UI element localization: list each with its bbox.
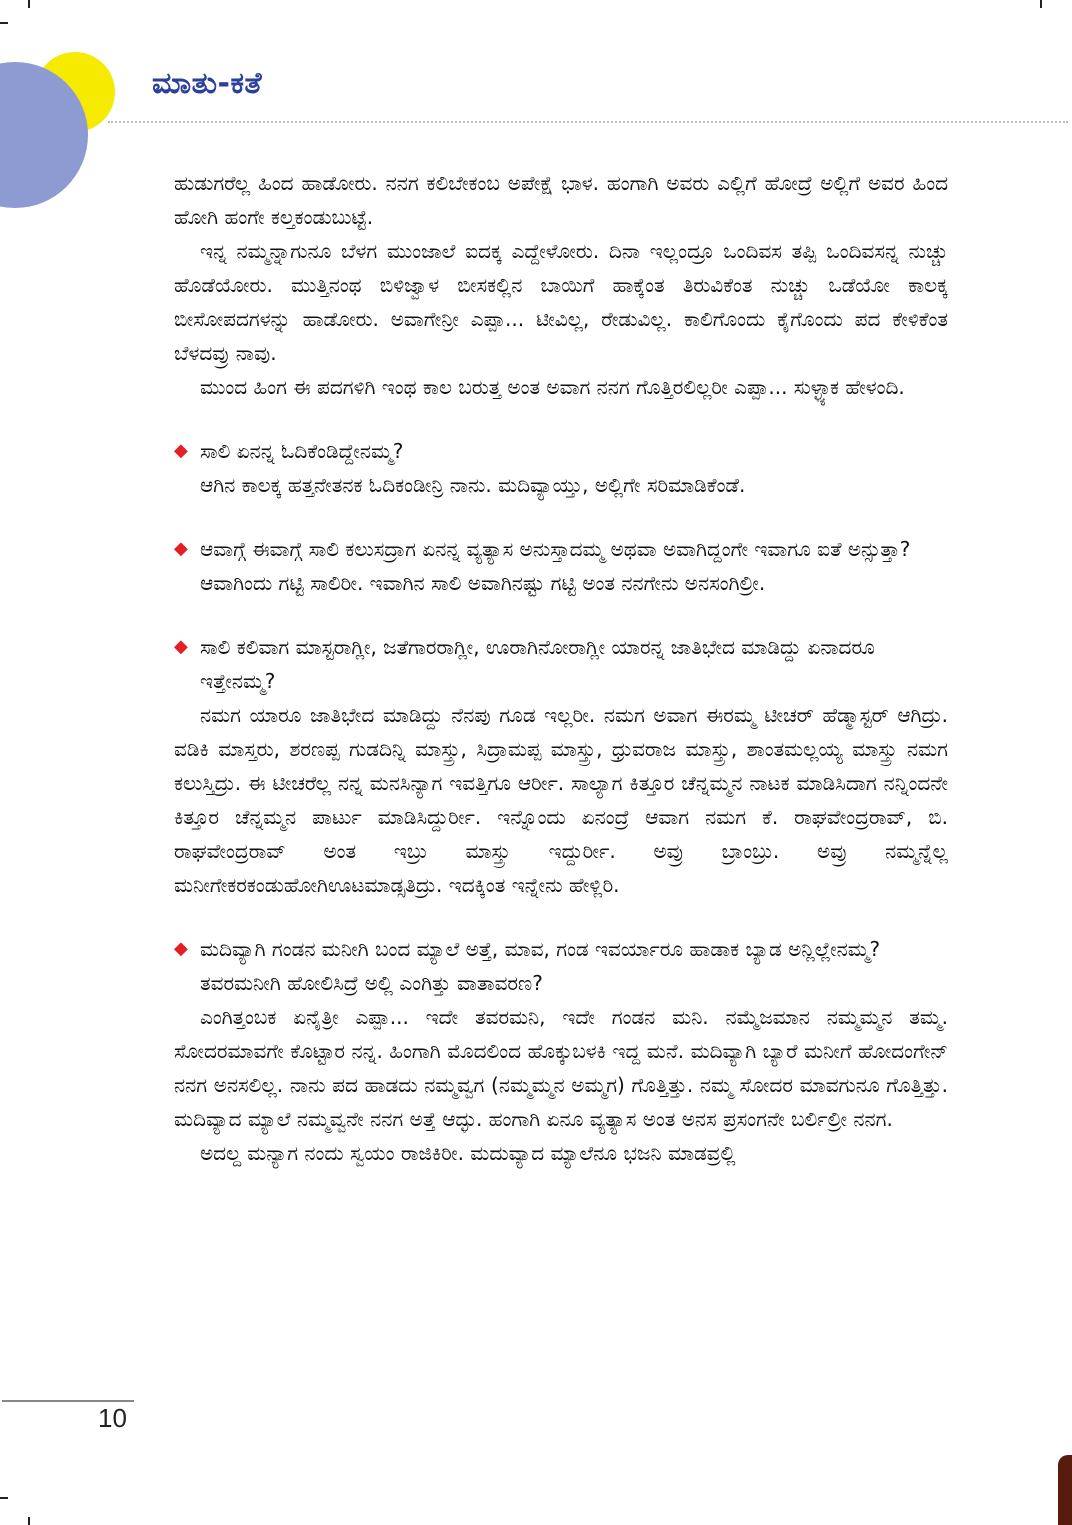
question <box>174 434 948 468</box>
qa-item <box>174 630 948 902</box>
crop-mark-left-bottom <box>0 1497 8 1499</box>
crop-mark-bottom-left <box>28 1517 30 1525</box>
intro-paragraph: ಇನ್ನ ನಮ್ಮನ್ನಾಗುನೂ ಬೆಳಗ ಮುಂಜಾಲೆ ಐದಕ್ಕ ಎದ್ದೇಳೋರು. ದಿನಾ ಇಲ್ಲಂದ್ರೂ ಒಂದಿವಸ ತಪ್ಪಿ ಒಂದಿವಸನ್ನ ನುಚ್ಚು ಹೊಡೆಯೋರು. ಮುತ್ತಿನಂಥ ಬಿಳಿಜ್ವಾಳ ಬೀಸಕಲ್ಲಿನ ಬಾಯಿಗೆ ಹಾಕ್ಕೆಂತ ತಿರುವಿಕೆಂತ ನುಚ್ಚು ಒಡೆಯೋ ಕಾಲಕ್ಕ ಬೀಸೋಪದಗಳನ್ನು ಹಾಡೋರು. ಅವಾಗೇನ್ರೀ ಎಪ್ಪಾ... ಟೀವಿಲ್ಲ, ರೇಡುವಿಲ್ಲ. ಕಾಲಿಗೊಂದು ಕೈಗೊಂದು ಪದ ಕೇಳಿಕೆಂತ ಬೆಳದವ್ರು ನಾವು. <box>174 239 948 365</box>
qa-item <box>174 932 948 1170</box>
answer-paragraph: ಎಂಗಿತ್ತಂಬಕ ಏನೈತ್ರೀ ಎಪ್ಪಾ... ಇದೇ ತವರಮನಿ, ಇದೇ ಗಂಡನ ಮನಿ. ನಮ್ಮೆಜಮಾನ ನಮ್ಮಮ್ಮನ ತಮ್ಮ. ಸೋದರಮಾವಗೇ ಕೊಟ್ಟಾರ ನನ್ನ. ಹಿಂಗಾಗಿ ಮೊದಲಿಂದ ಹೊಕ್ಕುಬಳಕಿ ಇದ್ದ ಮನೆ. ಮದಿವ್ಯಾಗಿ ಬ್ಯಾರೆ ಮನೀಗೆ ಹೋದಂಗೇನ್ ನನಗ ಅನಸಲಿಲ್ಲ. ನಾನು ಪದ ಹಾಡದು ನಮ್ಮವ್ವಗ (ನಮ್ಮಮ್ಮನ ಅಮ್ಮಗ) ಗೊತ್ತಿತ್ತು. ನಮ್ಮ ಸೋದರ ಮಾವಗುನೂ ಗೊತ್ತಿತ್ತು. ಮದಿವ್ಯಾದ ಮ್ಯಾಲೆ ನಮ್ಮವ್ವನೇ ನನಗ ಅತ್ತೆ ಆದ್ಳು. ಹಂಗಾಗಿ ಏನೂ ವ್ಯತ್ಯಾಸ ಅಂತ ಅನಸ ಪ್ರಸಂಗನೇ ಬರ್ಲಿಲ್ರೀ ನನಗ. <box>174 1005 948 1131</box>
answer-paragraph: ಆವಾಗಿಂದು ಗಟ್ಟಿ ಸಾಲಿರೀ. ಇವಾಗಿನ ಸಾಲಿ ಅವಾಗಿನಷ್ಟು ಗಟ್ಟಿ ಅಂತ ನನಗೇನು ಅನಸಂಗಿಲ್ರೀ. <box>200 571 766 595</box>
answer-paragraph: ಆಗಿನ ಕಾಲಕ್ಕ ಹತ್ತನೇತನಕ ಓದಿಕಂಡೀನ್ರಿ ನಾನು. ಮದಿವ್ಯಾಯ್ತು, ಅಲ್ಲಿಗೇ ಸರಿಮಾಡಿಕೆಂಡೆ. <box>200 473 746 497</box>
article-body <box>174 166 948 1170</box>
red-diamond-bullet-icon: ◆ <box>174 636 188 657</box>
crop-mark-top-right <box>1040 0 1042 8</box>
answer-paragraph: ಅದಲ್ದ ಮನ್ಯಾಗ ನಂದು ಸ್ವಯಂ ರಾಜಿಕಿರೀ. ಮದುವ್ಯಾದ ಮ್ಯಾಲೆನೂ ಭಜನಿ ಮಾಡವ್ರಲ್ಲಿ <box>200 1141 736 1165</box>
question-text: ಸಾಲಿ ಏನನ್ನ ಓದಿಕೆಂಡಿದ್ದೇನಮ್ಮ? <box>200 439 404 463</box>
intro-paragraph: ಮುಂದ ಹಿಂಗ ಈ ಪದಗಳಿಗಿ ಇಂಥ ಕಾಲ ಬರುತ್ತ ಅಂತ ಅವಾಗ ನನಗ ಗೊತ್ತಿರಲಿಲ್ಲರೀ ಎಪ್ಪಾ... ಸುಳ್ಳ್ಯಾಕ ಹೇಳಂದಿ. <box>200 375 905 399</box>
dotted-header-divider <box>108 121 1068 123</box>
red-diamond-bullet-icon: ◆ <box>174 440 188 461</box>
answer-paragraph: ನಮಗ ಯಾರೂ ಜಾತಿಭೇದ ಮಾಡಿದ್ದು ನೆನಪು ಗೂಡ ಇಲ್ಲರೀ. ನಮಗ ಅವಾಗ ಈರಮ್ಮ ಟೀಚರ್ ಹೆಡ್ಮಾಸ್ಟರ್ ಆಗಿದ್ರು. ವಡಿಕಿ ಮಾಸ್ತರು, ಶರಣಪ್ಪ ಗುಡದಿನ್ನಿ ಮಾಸ್ತ್ರು, ಸಿದ್ರಾಮಪ್ಪ ಮಾಸ್ತ್ರು, ಧ್ರುವರಾಜ ಮಾಸ್ತ್ರು, ಶಾಂತಮಲ್ಲಯ್ಯ ಮಾಸ್ತ್ರು ನಮಗ ಕಲುಸ್ತಿದ್ರು. ಈ ಟೀಚರೆಲ್ಲ ನನ್ನ ಮನಸಿನ್ಯಾಗ ಇವತ್ತಿಗೂ ಆರ್ರೀ. ಸಾಲ್ಯಾಗ ಕಿತ್ತೂರ ಚೆನ್ನಮ್ಮನ ನಾಟಕ ಮಾಡಿಸಿದಾಗ ನನ್ನಿಂದನೇ ಕಿತ್ತೂರ ಚೆನ್ನಮ್ಮನ ಪಾರ್ಟು ಮಾಡಿಸಿದ್ದುರ್ರೀ. ಇನ್ನೊಂದು ಏನಂದ್ರೆ ಆವಾಗ ನಮಗ ಕೆ. ರಾಘವೇಂದ್ರರಾವ್, ಬಿ. ರಾಘವೇಂದ್ರರಾವ್ ಅಂತ ಇಬ್ರು ಮಾಸ್ತ್ರು ಇದ್ದುರ್ರೀ. ಅವ್ರು ಬ್ರಾಂಬ್ರು. ಅವ್ರು ನಮ್ಮನ್ನೆಲ್ಲ ಮನೀಗೇಕರಕಂಡುಹೋಗಿಊಟಮಾಡ್ಸತಿದ್ರು. ಇದಕ್ಕಿಂತ ಇನ್ನೇನು ಹೇಳ್ಲಿರಿ. <box>174 703 948 897</box>
qa-item <box>174 434 948 502</box>
red-diamond-bullet-icon: ◆ <box>174 538 188 559</box>
crop-mark-left-top <box>0 22 8 24</box>
footer-divider <box>2 1400 134 1402</box>
section-title: ಮಾತು-ಕತೆ <box>152 66 263 101</box>
question <box>174 532 948 566</box>
corner-decoration <box>1058 1455 1072 1525</box>
crop-mark-top-left <box>28 0 30 8</box>
intro-paragraph: ಹುಡುಗರೆಲ್ಲ ಹಿಂದ ಹಾಡೋರು. ನನಗ ಕಲಿಬೇಕಂಬ ಅಪೇಕ್ಷೆ ಭಾಳ. ಹಂಗಾಗಿ ಅವರು ಎಲ್ಲಿಗೆ ಹೋದ್ರೆ ಅಲ್ಲಿಗೆ ಅವರ ಹಿಂದ ಹೋಗಿ ಹಂಗೇ ಕಲ್ತಕಂಡುಬುಟ್ಟೆ. <box>174 171 948 229</box>
question-text: ಸಾಲಿ ಕಲಿವಾಗ ಮಾಸ್ಟರಾಗ್ಲೀ, ಜತೆಗಾರರಾಗ್ಲೀ, ಊರಾಗಿನೋರಾಗ್ಲೀ ಯಾರನ್ನ ಜಾತಿಭೇದ ಮಾಡಿದ್ದು ಏನಾದರೂ ಇತ್ತೇನಮ್ಮ? <box>200 635 875 693</box>
question <box>174 630 948 698</box>
qa-item <box>174 532 948 600</box>
question <box>174 932 948 1000</box>
page-number: 10 <box>98 1403 127 1433</box>
red-diamond-bullet-icon: ◆ <box>174 938 188 959</box>
question-text: ಮದಿವ್ಯಾಗಿ ಗಂಡನ ಮನೀಗಿ ಬಂದ ಮ್ಯಾಲೆ ಅತ್ತೆ, ಮಾವ, ಗಂಡ ಇವರ್ಯಾರೂ ಹಾಡಾಕ ಬ್ಯಾಡ ಅನ್ಲಿಲ್ಲೇನಮ್ಮ? ತವರಮನೀಗಿ ಹೋಲಿಸಿದ್ರೆ ಅಲ್ಲಿ ಎಂಗಿತ್ತು ವಾತಾವರಣ? <box>200 937 881 995</box>
question-text: ಆವಾಗ್ಗೆ ಈವಾಗ್ಗೆ ಸಾಲಿ ಕಲುಸದ್ರಾಗ ಏನನ್ನ ವ್ಯತ್ಯಾಸ ಅನುಸ್ತಾದಮ್ಮ ಅಥವಾ ಅವಾಗಿದ್ದಂಗೇ ಇವಾಗೂ ಐತೆ ಅನ್ಸುತ್ತಾ? <box>200 537 911 561</box>
